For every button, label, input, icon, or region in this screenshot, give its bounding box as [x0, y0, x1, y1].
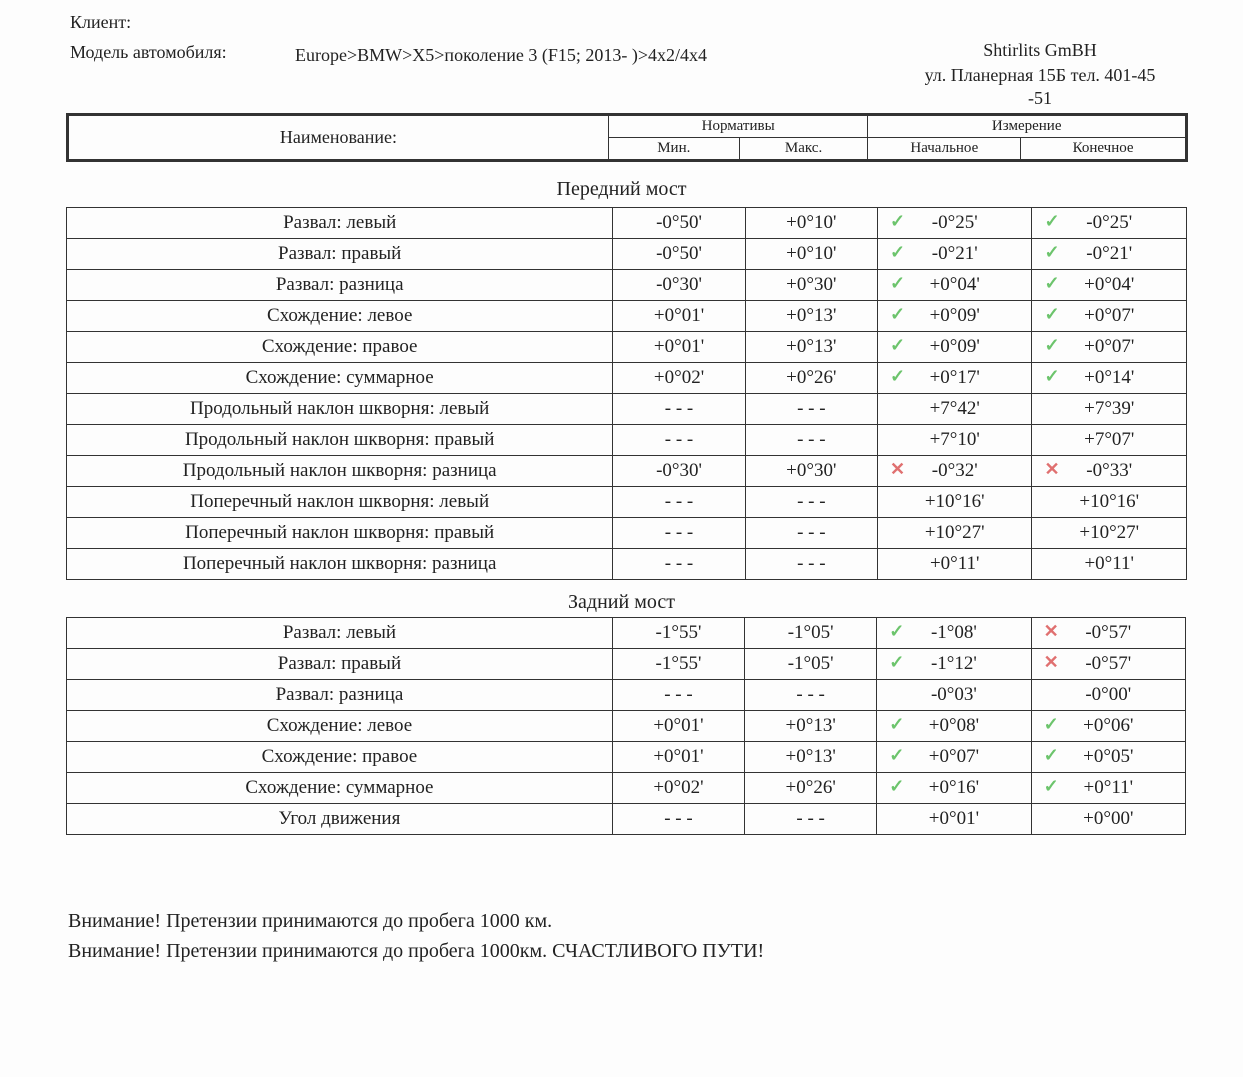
final-cell — [1032, 518, 1187, 549]
min-cell-value: +0°01' — [653, 746, 704, 767]
final-cell — [1032, 394, 1187, 425]
min-cell-value: -0°30' — [656, 460, 702, 481]
param-name — [67, 425, 613, 456]
section-title-rear: Задний мост — [568, 591, 675, 613]
max-cell — [745, 742, 877, 773]
check-icon: ✓ — [1043, 745, 1059, 765]
initial-cell-value: -0°32' — [931, 460, 978, 481]
final-cell-value: +0°04' — [1084, 274, 1135, 295]
param-name-value: Схождение: левое — [266, 305, 413, 326]
min-cell-value: +0°01' — [653, 305, 705, 326]
initial-cell — [877, 773, 1031, 804]
initial-cell — [877, 425, 1032, 456]
max-cell — [745, 425, 877, 456]
final-cell-value: +0°11' — [1084, 553, 1134, 574]
table-row — [67, 208, 1187, 239]
initial-cell — [877, 394, 1032, 425]
min-cell-value: -0°30' — [656, 274, 702, 295]
param-name-value: Развал: левый — [283, 212, 397, 233]
final-cell — [1031, 680, 1185, 711]
initial-cell-value: +0°08' — [928, 715, 980, 736]
max-cell — [745, 301, 877, 332]
min-cell — [612, 618, 744, 649]
min-cell-value: +0°01' — [653, 715, 704, 736]
col-final: Конечное — [1021, 138, 1187, 161]
final-cell-value: -0°00' — [1085, 684, 1132, 705]
table-row — [67, 680, 1186, 711]
param-name — [67, 456, 613, 487]
company-address-cont: -51 — [1028, 88, 1052, 108]
cross-icon: ✕ — [1044, 459, 1060, 479]
table-row — [67, 711, 1186, 742]
table-row — [67, 301, 1187, 332]
final-cell-value: +0°06' — [1083, 715, 1134, 736]
max-cell — [745, 680, 877, 711]
min-cell-value: - - - — [664, 808, 693, 829]
initial-cell — [877, 711, 1031, 742]
param-name — [67, 270, 613, 301]
param-name — [67, 649, 613, 680]
min-cell — [612, 773, 744, 804]
max-cell — [745, 208, 877, 239]
rear-axle-table — [66, 617, 1186, 835]
param-name — [67, 711, 613, 742]
final-cell — [1032, 270, 1187, 301]
col-norms: Нормативы — [608, 115, 868, 138]
table-row — [67, 270, 1187, 301]
min-cell-value: -1°55' — [655, 653, 702, 674]
min-cell — [612, 649, 744, 680]
check-icon: ✓ — [889, 304, 906, 324]
final-cell-value: +10°16' — [1079, 491, 1140, 512]
min-cell — [613, 332, 745, 363]
table-row — [67, 742, 1186, 773]
initial-cell — [877, 270, 1032, 301]
max-cell — [745, 394, 877, 425]
final-cell — [1031, 618, 1185, 649]
check-icon: ✓ — [889, 242, 906, 262]
max-cell — [745, 487, 877, 518]
param-name — [67, 239, 613, 270]
table-row — [67, 425, 1187, 456]
max-cell — [745, 804, 877, 835]
max-cell — [745, 773, 877, 804]
table-row — [67, 618, 1186, 649]
max-cell — [745, 332, 877, 363]
final-cell-value: -0°33' — [1086, 460, 1133, 481]
param-name-value: Поперечный наклон шкворня: правый — [185, 522, 495, 543]
min-cell-value: - - - — [664, 429, 694, 450]
table-row — [67, 394, 1187, 425]
param-name-value: Схождение: правое — [261, 336, 418, 357]
footer-notice-1: Внимание! Претензии принимаются до пробега 1000 км. — [68, 910, 553, 932]
model-value: Europe>BMW>X5>поколение 3 (F15; 2013- )>4x2/4x4 — [295, 45, 708, 65]
max-cell-value: +0°10' — [786, 243, 837, 264]
table-row — [67, 239, 1187, 270]
initial-cell-value: +0°16' — [928, 777, 980, 798]
param-name — [67, 363, 613, 394]
check-icon: ✓ — [889, 621, 905, 641]
final-cell — [1031, 773, 1185, 804]
final-cell — [1032, 456, 1187, 487]
initial-cell — [877, 487, 1032, 518]
check-icon: ✓ — [1044, 335, 1060, 355]
initial-cell — [877, 456, 1032, 487]
max-cell-value: - - - — [797, 491, 826, 512]
param-name — [67, 487, 613, 518]
initial-cell-value: -1°12' — [930, 653, 977, 674]
initial-cell-value: +0°07' — [928, 746, 980, 767]
initial-cell — [877, 618, 1031, 649]
max-cell — [745, 456, 877, 487]
table-row — [67, 804, 1186, 835]
check-icon: ✓ — [889, 273, 906, 293]
check-icon: ✓ — [1044, 273, 1060, 293]
initial-cell-value: -0°03' — [930, 684, 977, 705]
min-cell-value: - - - — [664, 522, 694, 543]
max-cell-value: +0°30' — [786, 460, 837, 481]
col-min: Мин. — [608, 138, 739, 161]
initial-cell-value: +0°09' — [929, 336, 980, 357]
initial-cell — [877, 804, 1031, 835]
min-cell — [613, 518, 745, 549]
param-name — [67, 549, 613, 580]
param-name-value: Развал: разница — [275, 274, 404, 295]
min-cell — [613, 425, 745, 456]
check-icon: ✓ — [1044, 211, 1060, 231]
min-cell — [612, 804, 744, 835]
max-cell-value: +0°26' — [786, 367, 837, 388]
param-name — [67, 301, 613, 332]
check-icon: ✓ — [1043, 714, 1059, 734]
max-cell-value: - - - — [797, 398, 826, 419]
param-name-value: Развал: разница — [275, 684, 404, 705]
table-row — [67, 518, 1187, 549]
param-name — [67, 742, 613, 773]
min-cell-value: - - - — [664, 553, 694, 574]
final-cell-value: +0°14' — [1084, 367, 1135, 388]
initial-cell — [877, 680, 1031, 711]
model-label: Модель автомобиля: — [70, 42, 227, 62]
check-icon: ✓ — [889, 714, 905, 734]
initial-cell — [877, 549, 1032, 580]
final-cell-value: -0°25' — [1086, 212, 1133, 233]
max-cell-value: +0°10' — [786, 212, 837, 233]
param-name-value: Продольный наклон шкворня: правый — [184, 429, 495, 450]
final-cell — [1031, 804, 1185, 835]
max-cell-value: - - - — [797, 553, 826, 574]
final-cell — [1032, 487, 1187, 518]
final-cell-value: +7°39' — [1084, 398, 1135, 419]
table-row — [67, 649, 1186, 680]
min-cell — [612, 680, 744, 711]
min-cell — [613, 270, 745, 301]
final-cell — [1032, 208, 1187, 239]
col-name: Наименование: — [68, 115, 609, 161]
max-cell — [745, 649, 877, 680]
front-axle-table — [66, 207, 1187, 580]
final-cell — [1031, 711, 1185, 742]
initial-cell — [877, 742, 1031, 773]
param-name — [67, 332, 613, 363]
min-cell — [613, 239, 745, 270]
max-cell-value: - - - — [797, 522, 826, 543]
initial-cell-value: +7°10' — [929, 429, 980, 450]
min-cell — [613, 363, 745, 394]
param-name-value: Схождение: суммарное — [245, 367, 434, 388]
check-icon: ✓ — [889, 776, 905, 796]
final-cell — [1031, 649, 1185, 680]
cross-icon: ✕ — [1043, 652, 1059, 672]
min-cell — [612, 711, 744, 742]
initial-cell — [877, 208, 1032, 239]
param-name — [67, 618, 613, 649]
initial-cell-value: +0°09' — [929, 305, 980, 326]
initial-cell — [877, 363, 1032, 394]
final-cell-value: +0°07' — [1084, 305, 1135, 326]
table-row — [67, 456, 1187, 487]
param-name — [67, 394, 613, 425]
min-cell — [612, 742, 744, 773]
initial-cell — [877, 301, 1032, 332]
col-measure: Измерение — [868, 115, 1187, 138]
max-cell-value: +0°26' — [785, 777, 836, 798]
check-icon: ✓ — [889, 335, 906, 355]
check-icon: ✓ — [1044, 304, 1060, 324]
max-cell-value: +0°13' — [785, 746, 836, 767]
max-cell-value: -1°05' — [787, 622, 834, 643]
check-icon: ✓ — [889, 211, 906, 231]
initial-cell-value: +7°42' — [929, 398, 980, 419]
param-name — [67, 680, 613, 711]
param-name — [67, 804, 613, 835]
company-name: Shtirlits GmBH — [983, 40, 1097, 60]
initial-cell-value: -0°21' — [931, 243, 978, 264]
min-cell — [613, 208, 745, 239]
min-cell — [613, 394, 745, 425]
initial-cell — [877, 239, 1032, 270]
min-cell-value: +0°02' — [653, 367, 705, 388]
max-cell-value: - - - — [797, 429, 826, 450]
table-row — [67, 332, 1187, 363]
cross-icon: ✕ — [889, 459, 906, 479]
param-name-value: Развал: правый — [278, 243, 402, 264]
initial-cell-value: +0°01' — [928, 808, 980, 829]
check-icon: ✓ — [889, 366, 906, 386]
param-name — [67, 773, 613, 804]
initial-cell-value: +0°17' — [929, 367, 980, 388]
min-cell — [613, 456, 745, 487]
check-icon: ✓ — [1044, 242, 1060, 262]
max-cell — [745, 549, 877, 580]
max-cell — [745, 618, 877, 649]
final-cell-value: -0°21' — [1086, 243, 1133, 264]
final-cell — [1032, 425, 1187, 456]
client-label: Клиент: — [70, 12, 132, 32]
param-name-value: Продольный наклон шкворня: разница — [182, 460, 497, 481]
max-cell-value: - - - — [796, 684, 825, 705]
initial-cell — [877, 518, 1032, 549]
min-cell-value: - - - — [664, 398, 694, 419]
max-cell — [745, 270, 877, 301]
min-cell-value: -0°50' — [656, 212, 702, 233]
param-name-value: Поперечный наклон шкворня: разница — [182, 553, 497, 574]
param-name-value: Схождение: левое — [266, 715, 413, 736]
footer-notice-2: Внимание! Претензии принимаются до пробега 1000км. СЧАСТЛИВОГО ПУТИ! — [68, 940, 765, 962]
initial-cell-value: +10°16' — [924, 491, 985, 512]
max-cell — [745, 711, 877, 742]
initial-cell-value: +0°04' — [929, 274, 980, 295]
cross-icon: ✕ — [1043, 621, 1059, 641]
check-icon: ✓ — [889, 652, 905, 672]
final-cell — [1032, 549, 1187, 580]
final-cell-value: +10°27' — [1079, 522, 1140, 543]
table-row — [67, 487, 1187, 518]
max-cell-value: - - - — [796, 808, 825, 829]
final-cell — [1032, 301, 1187, 332]
section-title-front: Передний мост — [556, 178, 687, 200]
param-name-value: Развал: правый — [277, 653, 402, 674]
param-name-value: Схождение: правое — [261, 746, 418, 767]
initial-cell — [877, 649, 1031, 680]
max-cell — [745, 363, 877, 394]
initial-cell-value: +0°11' — [929, 553, 980, 574]
final-cell-value: +0°00' — [1083, 808, 1134, 829]
min-cell-value: +0°02' — [653, 777, 704, 798]
final-cell-value: -0°57' — [1085, 653, 1132, 674]
max-cell-value: -1°05' — [787, 653, 834, 674]
check-icon: ✓ — [1044, 366, 1060, 386]
initial-cell-value: -1°08' — [930, 622, 977, 643]
max-cell-value: +0°13' — [786, 305, 837, 326]
param-name — [67, 518, 613, 549]
param-name-value: Развал: левый — [282, 622, 397, 643]
col-initial: Начальное — [868, 138, 1021, 161]
min-cell-value: -1°55' — [655, 622, 702, 643]
final-cell-value: +0°07' — [1084, 336, 1135, 357]
table-row — [67, 549, 1187, 580]
final-cell — [1032, 239, 1187, 270]
initial-cell-value: -0°25' — [931, 212, 978, 233]
initial-cell — [877, 332, 1032, 363]
final-cell-value: -0°57' — [1085, 622, 1132, 643]
final-cell — [1032, 363, 1187, 394]
param-name-value: Продольный наклон шкворня: левый — [190, 398, 490, 419]
table-row — [67, 363, 1187, 394]
min-cell — [613, 301, 745, 332]
min-cell — [613, 549, 745, 580]
param-name-value: Угол движения — [278, 808, 401, 829]
max-cell — [745, 239, 877, 270]
final-cell-value: +0°11' — [1083, 777, 1134, 798]
min-cell-value: - - - — [664, 684, 693, 705]
min-cell-value: +0°01' — [653, 336, 705, 357]
param-name-value: Поперечный наклон шкворня: левый — [190, 491, 490, 512]
final-cell — [1031, 742, 1185, 773]
check-icon: ✓ — [889, 745, 905, 765]
min-cell-value: -0°50' — [656, 243, 702, 264]
param-name — [67, 208, 613, 239]
max-cell-value: +0°13' — [786, 336, 837, 357]
min-cell — [613, 487, 745, 518]
param-name-value: Схождение: суммарное — [245, 777, 434, 798]
min-cell-value: - - - — [664, 491, 694, 512]
col-max: Макс. — [739, 138, 868, 161]
max-cell-value: +0°30' — [786, 274, 837, 295]
final-cell-value: +0°05' — [1083, 746, 1134, 767]
table-row — [67, 773, 1186, 804]
max-cell-value: +0°13' — [785, 715, 836, 736]
company-address: ул. Планерная 15Б тел. 401-45 — [924, 65, 1156, 85]
final-cell-value: +7°07' — [1084, 429, 1135, 450]
max-cell — [745, 518, 877, 549]
check-icon: ✓ — [1043, 776, 1059, 796]
initial-cell-value: +10°27' — [924, 522, 985, 543]
final-cell — [1032, 332, 1187, 363]
table-header — [66, 113, 1188, 162]
